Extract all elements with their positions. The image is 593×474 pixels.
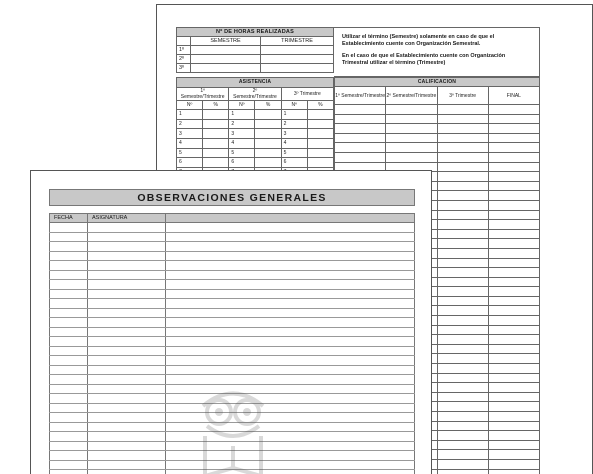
row-number: 5 <box>281 148 307 158</box>
asistencia-title: ASISTENCIA <box>177 78 334 88</box>
calif-col-header: 1º Semestre/Trimestre <box>335 87 386 105</box>
col-trimestre: TRIMESTRE <box>260 37 333 46</box>
table-row <box>50 318 415 328</box>
table-row <box>50 289 415 299</box>
instructions-note <box>334 27 540 77</box>
table-row <box>50 299 415 309</box>
period-header: 1º Semestre/Trimestre <box>177 87 229 100</box>
table-row <box>50 337 415 347</box>
row-number: 2 <box>281 119 307 129</box>
hours-row-label: 1º <box>177 46 191 55</box>
row-number: 2 <box>177 119 203 129</box>
row-number: 6 <box>177 158 203 168</box>
hours-title: Nº DE HORAS REALIZADAS <box>177 28 334 37</box>
table-row <box>50 223 415 233</box>
col-porcentaje: % <box>203 100 229 110</box>
note-trimestre: En el caso de que el Establecimiento cuente con Organización Trimestral utilizar el término (Trimestre) <box>342 53 506 66</box>
table-row <box>50 280 415 290</box>
calificacion-title: CALIFICACION <box>335 78 540 87</box>
table-row <box>50 232 415 242</box>
row-number: 1 <box>281 110 307 120</box>
period-header: 2º Semestre/Trimestre <box>229 87 281 100</box>
col-porcentaje: % <box>307 100 333 110</box>
col-numero: Nº <box>281 100 307 110</box>
row-number: 3 <box>177 129 203 139</box>
col-porcentaje: % <box>255 100 281 110</box>
col-semestre: SEMESTRE <box>191 37 261 46</box>
col-fecha: FECHA <box>50 214 88 223</box>
row-number: 6 <box>229 158 255 168</box>
hours-row-label: 2º <box>177 55 191 64</box>
table-row <box>50 327 415 337</box>
table-row <box>50 270 415 280</box>
col-asignatura: ASIGNATURA <box>88 214 166 223</box>
col-numero: Nº <box>177 100 203 110</box>
row-number: 5 <box>229 148 255 158</box>
asistencia-table <box>176 77 334 177</box>
col-observacion <box>166 214 415 223</box>
calif-col-header: 2º Semestre/Trimestre <box>386 87 437 105</box>
calif-col-header: 3º Trimestre <box>437 87 488 105</box>
note-semestre: Utilizar el término (Semestre) solamente en caso de que el Establecimiento cuente con Organización Semestral. <box>342 34 495 47</box>
table-row <box>50 308 415 318</box>
row-number: 3 <box>229 129 255 139</box>
row-number: 1 <box>229 110 255 120</box>
table-row <box>50 346 415 356</box>
row-number: 4 <box>229 138 255 148</box>
owl-logo-watermark <box>193 376 273 474</box>
table-row <box>50 242 415 252</box>
row-number: 2 <box>229 119 255 129</box>
table-row <box>50 261 415 271</box>
observaciones-page <box>30 170 432 474</box>
row-number: 5 <box>177 148 203 158</box>
table-row <box>50 356 415 366</box>
hours-table <box>176 27 334 73</box>
row-number: 4 <box>177 138 203 148</box>
calif-col-header: FINAL <box>488 87 539 105</box>
row-number: 3 <box>281 129 307 139</box>
table-row <box>50 251 415 261</box>
table-row <box>50 365 415 375</box>
row-number: 1 <box>177 110 203 120</box>
period-header: 3º Trimestre <box>281 87 333 100</box>
row-number: 6 <box>281 158 307 168</box>
row-number: 4 <box>281 138 307 148</box>
col-numero: Nº <box>229 100 255 110</box>
hours-row-label: 3º <box>177 64 191 73</box>
page-title: OBSERVACIONES GENERALES <box>49 189 415 206</box>
